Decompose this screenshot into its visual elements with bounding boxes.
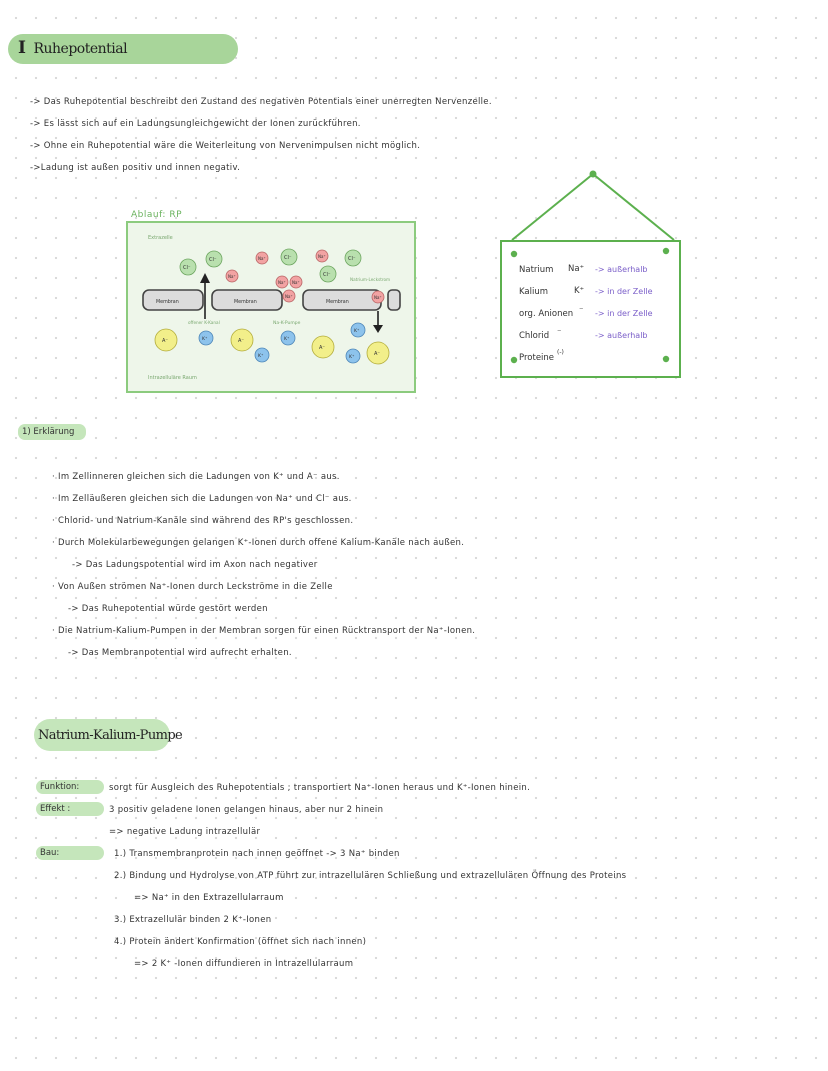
intro-bullet: ->Ladung ist außen positiv und innen negativ. — [30, 163, 241, 173]
svg-text:Na⁺: Na⁺ — [258, 256, 266, 261]
svg-text:Cl⁻: Cl⁻ — [348, 256, 356, 262]
na-ion — [276, 276, 288, 288]
structure-step: 2.) Bindung und Hydrolyse von ATP führt zur intrazellulären Schließung und extrazellulären Öffnung des Proteins — [114, 871, 627, 881]
k-ion — [199, 331, 213, 345]
svg-text:Na⁺: Na⁺ — [285, 294, 293, 299]
explanation-line: · Im Zelläußeren gleichen sich die Ladungen von Na⁺ und Cl⁻ aus. — [52, 494, 352, 504]
k-ion — [351, 323, 365, 337]
svg-text:K⁺: K⁺ — [258, 354, 264, 359]
membrane-segment — [388, 290, 400, 310]
svg-text:Na⁺: Na⁺ — [228, 274, 236, 279]
na-ion — [256, 252, 268, 264]
membrane-label: Membran — [326, 300, 349, 305]
explanation-line: · Im Zellinneren gleichen sich die Ladungen von K⁺ und A⁻ aus. — [52, 472, 340, 482]
cl-ion — [281, 249, 297, 265]
table-location-anions: -> in der Zelle — [595, 309, 653, 318]
k-ion — [281, 331, 295, 345]
explanation-subline: -> Das Ladungspotential wird im Axon nach negativer — [72, 560, 318, 570]
table-name-anions: org. Anionen — [519, 309, 574, 319]
section-title — [18, 38, 127, 58]
table-location-chlorid: -> außerhalb — [595, 331, 648, 340]
svg-text:K⁺: K⁺ — [354, 329, 360, 334]
resting-potential-diagram — [126, 221, 416, 393]
explanation-line: · Die Natrium-Kalium-Pumpen in der Membran sorgen für einen Rücktransport der Na⁺-Ionen. — [52, 626, 476, 636]
arrow-head — [200, 273, 210, 283]
explanation-subline: -> Das Ruhepotential würde gestört werden — [68, 604, 268, 614]
cl-ion — [180, 259, 196, 275]
svg-text:Na⁺: Na⁺ — [292, 280, 300, 285]
table-location-k: -> in der Zelle — [595, 287, 653, 296]
diagram-svg — [128, 223, 414, 391]
svg-text:K⁺: K⁺ — [284, 337, 290, 342]
svg-text:Na⁺: Na⁺ — [318, 254, 326, 259]
intro-bullet: -> Ohne ein Ruhepotential wäre die Weiterleitung von Nervenimpulsen nicht möglich. — [30, 141, 421, 151]
svg-text:Cl⁻: Cl⁻ — [323, 272, 331, 278]
diagram-label: Ablauf: RP — [131, 210, 183, 220]
section-title-text: Ruhepotential — [33, 41, 128, 57]
table-symbol-chlorid: ⁻ — [557, 328, 562, 338]
structure-step: 3.) Extrazellulär binden 2 K⁺-Ionen — [114, 915, 272, 925]
na-ion — [290, 276, 302, 288]
table-location-na: -> außerhalb — [595, 265, 648, 274]
function-label: Funktion: — [40, 782, 80, 792]
svg-text:K⁺: K⁺ — [202, 337, 208, 342]
a-ion — [155, 329, 177, 351]
function-text: sorgt für Ausgleich des Ruhepotentials ; transportiert Na⁺-Ionen heraus und K⁺-Ionen hinein. — [109, 783, 531, 793]
structure-substep: => 2 K⁺ -Ionen diffundieren in Intrazellularraum — [134, 959, 354, 969]
intracellular-label: Intrazelluläre Raum — [148, 375, 197, 381]
k-channel-label: offener K-Kanal — [188, 320, 220, 325]
svg-text:A⁻: A⁻ — [319, 345, 326, 351]
k-ion — [346, 349, 360, 363]
na-ion — [372, 291, 384, 303]
table-name-proteine: Proteine — [519, 353, 555, 363]
roman-numeral: I — [18, 38, 26, 58]
explanation-label: 1) Erklärung — [22, 427, 75, 437]
explanation-subline: -> Das Membranpotential wird aufrecht erhalten. — [68, 648, 292, 658]
extracellular-label: Extrazelle — [148, 235, 173, 241]
a-ion — [312, 336, 334, 358]
membrane-label: Membran — [234, 300, 257, 305]
pump-title: Natrium-Kalium-Pumpe — [38, 728, 183, 743]
table-name-kalium: Kalium — [519, 287, 549, 297]
arrow-head — [373, 325, 383, 333]
structure-step: 4.) Protein ändert Konfirmation (öffnet sich nach innen) — [114, 937, 367, 947]
table-name-natrium: Natrium — [519, 265, 554, 275]
svg-text:A⁻: A⁻ — [238, 338, 245, 344]
effect-label: Effekt : — [40, 804, 71, 814]
structure-substep: => Na⁺ in den Extrazellularraum — [134, 893, 284, 903]
effect-text: 3 positiv geladene Ionen gelangen hinaus, aber nur 2 hinein — [109, 805, 384, 815]
svg-text:Cl⁻: Cl⁻ — [284, 255, 292, 261]
na-ion — [226, 270, 238, 282]
pump-label: Na-K-Pumpe — [273, 321, 301, 326]
cl-ion — [345, 250, 361, 266]
table-symbol-na: Na⁺ — [568, 264, 585, 274]
na-ion — [283, 290, 295, 302]
na-ion — [316, 250, 328, 262]
structure-label: Bau: — [40, 848, 60, 858]
cl-ion — [320, 266, 336, 282]
cl-ion — [206, 251, 222, 267]
svg-text:K⁺: K⁺ — [349, 355, 355, 360]
structure-step: 1.) Transmembranprotein nach innen geöffnet -> 3 Na⁺ binden — [114, 849, 400, 859]
a-ion — [231, 329, 253, 351]
table-symbol-k: K⁺ — [574, 286, 585, 296]
leak-label: Natrium-Leckstrom — [350, 277, 391, 282]
membrane-label: Membran — [156, 300, 179, 305]
svg-text:Cl⁻: Cl⁻ — [183, 265, 191, 271]
intro-bullet: -> Das Ruhepotential beschreibt den Zustand des negativen Potentials einer unerregten Nervenzelle. — [30, 97, 492, 107]
table-name-chlorid: Chlorid — [519, 331, 550, 341]
effect-result: => negative Ladung intrazellulär — [109, 827, 261, 837]
table-symbol-proteine: (-) — [557, 349, 564, 356]
intro-bullet: -> Es lässt sich auf ein Ladungsungleichgewicht der Ionen zurückführen. — [30, 119, 361, 129]
explanation-line: · Von Außen strömen Na⁺-Ionen durch Leckströme in die Zelle — [52, 582, 333, 592]
svg-text:Cl⁻: Cl⁻ — [209, 257, 217, 263]
a-ion — [367, 342, 389, 364]
explanation-line: · Chlorid- und Natrium-Kanäle sind während des RP's geschlossen. — [52, 516, 354, 526]
svg-text:A⁻: A⁻ — [162, 338, 169, 344]
table-symbol-anions: ⁻ — [579, 306, 584, 316]
k-ion — [255, 348, 269, 362]
svg-text:A⁻: A⁻ — [374, 351, 381, 357]
explanation-line: · Durch Molekularbewegungen gelangen K⁺-Ionen durch offene Kalium-Kanäle nach außen. — [52, 538, 465, 548]
svg-text:Na⁺: Na⁺ — [278, 280, 286, 285]
svg-text:Na⁺: Na⁺ — [374, 295, 382, 300]
